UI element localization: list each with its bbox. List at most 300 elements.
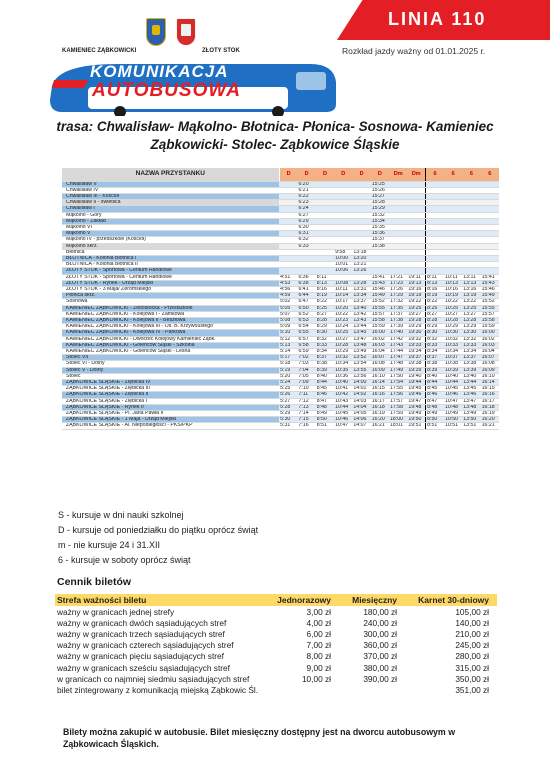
departure-time: 13:34	[462, 348, 480, 354]
departure-time: 8:28	[316, 317, 334, 323]
departure-time: 16:03	[481, 342, 499, 348]
price-value: 300,00 zł	[363, 628, 397, 639]
timetable-row	[62, 398, 499, 404]
logo-area	[40, 14, 340, 118]
departure-time: 10:49	[444, 411, 462, 417]
departure-time: 8:13	[426, 280, 444, 286]
departure-time: 13:52	[352, 355, 370, 361]
stop-name: ZĄBKOWICE ŚLĄSKIE - Pl. Jana Pawła II	[62, 411, 279, 417]
departure-time: 6:29	[297, 218, 315, 224]
departure-time: 8:40	[426, 373, 444, 379]
price-value	[333, 684, 399, 695]
price-value: 380,00 zł	[363, 662, 397, 673]
course-column-header: D	[316, 168, 334, 181]
departure-time: 13:47	[462, 398, 480, 404]
departure-time: 19:19	[407, 293, 425, 299]
departure-time: 18:01	[389, 423, 407, 429]
timetable-row	[62, 336, 499, 342]
departure-time: 6:36	[297, 274, 315, 280]
departure-time: 16:20	[481, 417, 499, 423]
departure-time: 13:20	[352, 255, 370, 261]
departure-time: 15:35	[371, 224, 389, 230]
departure-time: 8:19	[426, 293, 444, 299]
departure-time: 9:58	[334, 249, 352, 255]
stop-name: ZŁOTY STOK - 3 Maja/ Żeromskiego	[62, 286, 279, 292]
departure-time: 10:29	[444, 324, 462, 330]
departure-time: 6:47	[297, 299, 315, 305]
departure-time: 13:45	[352, 330, 370, 336]
stop-name: Mąkolno IV - przedszkole (Kościół)	[62, 237, 279, 243]
stop-name: ZĄBKOWICE ŚLĄSKIE - 1 Maja - Urząd Miejski	[62, 417, 279, 423]
departure-time: 10:35	[334, 367, 352, 373]
price-value: 10,00 zł	[301, 673, 331, 684]
departure-time: 10:48	[444, 404, 462, 410]
departure-time: 8:40	[316, 373, 334, 379]
price-value: 210,00 zł	[455, 628, 489, 639]
departure-time: 6:57	[297, 336, 315, 342]
price-zone: ważny w granicach trzech sąsiadujących stref	[57, 628, 225, 639]
departure-time: 17:57	[389, 398, 407, 404]
departure-time: 8:49	[316, 411, 334, 417]
stop-name: KAMIENIEC ZĄBKOWICKI - Kolejowa I - Zamkowa	[62, 311, 279, 317]
departure-time: 13:43	[352, 317, 370, 323]
departure-time: 19:27	[407, 311, 425, 317]
timetable-row	[62, 386, 499, 392]
municipality-right: ZŁOTY STOK	[202, 48, 240, 54]
price-zone: bilet zintegrowany z komunikacją miejską Ząbkowic Śl.	[57, 684, 259, 695]
departure-time: 13:46	[462, 392, 480, 398]
departure-time: 8:29	[426, 324, 444, 330]
stop-name: KAMIENIEC ZĄBKOWICKI - Dworzec Kolejowy Kamieniec Ząbk.	[62, 336, 279, 342]
departure-time: 10:11	[444, 274, 462, 280]
kamieniec-crest-icon	[146, 18, 166, 46]
departure-time: 7:04	[297, 367, 315, 373]
stop-name: Chwalisław I	[62, 206, 279, 212]
departure-time: 17:50	[389, 373, 407, 379]
legend-item: 6 - kursuje w soboty oprócz świąt	[58, 555, 191, 565]
departure-time: 7:05	[297, 373, 315, 379]
departure-time: 15:36	[371, 231, 389, 237]
departure-time: 13:28	[352, 280, 370, 286]
departure-time: 16:21	[481, 423, 499, 429]
stop-name: ZŁOTY STOK - Rynek - Urząd Miejski	[62, 280, 279, 286]
departure-time: 17:58	[389, 404, 407, 410]
departure-time: 10:01	[334, 262, 352, 268]
departure-time: 4:59	[279, 293, 297, 299]
departure-time: 8:49	[426, 411, 444, 417]
departure-time: 8:47	[316, 398, 334, 404]
stop-name: ZĄBKOWICE ŚLĄSKIE - Ziębicka III	[62, 386, 279, 392]
departure-time: 10:40	[334, 380, 352, 386]
departure-time: 16:08	[371, 361, 389, 367]
departure-time: 10:23	[334, 317, 352, 323]
departure-time: 10:06	[334, 268, 352, 274]
departure-time: 8:19	[316, 293, 334, 299]
departure-time: 8:22	[426, 299, 444, 305]
price-value: 6,00 zł	[306, 628, 331, 639]
route-line-2: Ząbkowicki- Stolec- Ząbkowice Śląskie	[150, 137, 400, 152]
course-column-header: 6	[462, 168, 480, 181]
departure-time: 13:27	[462, 311, 480, 317]
stop-name: BŁOTNICA - Kolonia Błotnica II	[62, 262, 279, 268]
departure-time: 13:16	[462, 286, 480, 292]
stop-name: ZĄBKOWICE ŚLĄSKIE - Rynek II	[62, 404, 279, 410]
departure-time: 19:29	[407, 324, 425, 330]
timetable-row	[62, 348, 499, 354]
departure-time: 16:14	[371, 380, 389, 386]
timetable-row	[62, 342, 499, 348]
departure-time: 16:04	[481, 348, 499, 354]
price-zone: ważny w granicach czterech sąsiadujących stref	[57, 640, 234, 651]
departure-time: 17:59	[389, 411, 407, 417]
price-zone: ważny w granicach jednej strefy	[57, 606, 175, 617]
legend-item: S - kursuje w dni nauki szkolnej	[58, 510, 184, 520]
departure-time: 5:09	[279, 324, 297, 330]
departure-time: 5:20	[279, 373, 297, 379]
price-column-header: Strefa ważności biletu	[55, 594, 261, 606]
departure-time: 8:34	[316, 348, 334, 354]
departure-time: 10:30	[444, 330, 462, 336]
departure-time: 19:45	[407, 386, 425, 392]
departure-time: 8:28	[426, 317, 444, 323]
price-value	[261, 684, 333, 695]
price-row	[55, 606, 497, 617]
departure-time: 13:28	[462, 317, 480, 323]
departure-time: 13:49	[462, 411, 480, 417]
departure-time: 6:38	[297, 280, 315, 286]
departure-time: 19:11	[407, 274, 425, 280]
departure-time: 6:23	[297, 200, 315, 206]
departure-time: 16:15	[481, 386, 499, 392]
price-value: 280,00 zł	[455, 651, 489, 662]
price-row	[55, 673, 497, 684]
departure-time: 16:18	[481, 404, 499, 410]
departure-time: 17:47	[389, 355, 407, 361]
price-value: 9,00 zł	[306, 662, 331, 673]
timetable-header-row	[62, 168, 499, 181]
departure-time: 8:51	[426, 423, 444, 429]
departure-time: 14:00	[352, 380, 370, 386]
departure-time: 14:01	[352, 386, 370, 392]
departure-time: 6:59	[297, 348, 315, 354]
course-column-header: 6	[426, 168, 444, 181]
departure-time: 6:32	[297, 237, 315, 243]
stop-name: Płonica skrz.	[62, 293, 279, 299]
departure-time: 13:44	[462, 380, 480, 386]
departure-time: 16:19	[481, 411, 499, 417]
departure-time: 18:00	[389, 417, 407, 423]
departure-time: 10:08	[334, 280, 352, 286]
departure-time: 7:02	[297, 355, 315, 361]
departure-time: 6:44	[297, 293, 315, 299]
course-column-header: D	[371, 168, 389, 181]
departure-time: 7:11	[297, 392, 315, 398]
departure-time: 8:46	[426, 392, 444, 398]
departure-time: 13:18	[352, 249, 370, 255]
departure-time: 16:07	[481, 355, 499, 361]
departure-time: 13:40	[462, 373, 480, 379]
price-column-header: Miesięczny	[333, 594, 399, 606]
departure-time: 8:32	[316, 336, 334, 342]
departure-time: 15:41	[371, 274, 389, 280]
departure-time: 16:02	[371, 336, 389, 342]
departure-time: 8:47	[426, 398, 444, 404]
departure-time: 8:33	[426, 342, 444, 348]
departure-time: 19:48	[407, 404, 425, 410]
departure-time: 5:14	[279, 348, 297, 354]
departure-time: 6:22	[297, 193, 315, 199]
course-column-header: 6	[481, 168, 499, 181]
stop-name: Stolec VI - Dolny	[62, 361, 279, 367]
departure-time: 19:30	[407, 330, 425, 336]
departure-time: 5:27	[279, 398, 297, 404]
departure-time: 13:26	[352, 268, 370, 274]
stop-name: ZĄBKOWICE ŚLĄSKIE - Ziębicka I	[62, 398, 279, 404]
departure-time: 13:19	[462, 293, 480, 299]
departure-time: 19:38	[407, 361, 425, 367]
departure-time: 10:37	[444, 355, 462, 361]
timetable-row	[62, 330, 499, 336]
departure-time: 5:05	[279, 305, 297, 311]
price-row	[55, 640, 497, 651]
departure-time: 8:51	[316, 423, 334, 429]
route-line-1: trasa: Chwalisław- Mąkolno- Błotnica- Płonica- Sosnowa- Kamieniec	[56, 119, 494, 134]
departure-time: 7:14	[297, 411, 315, 417]
departure-time: 5:30	[279, 417, 297, 423]
departure-time: 6:27	[297, 212, 315, 218]
stop-name: Sosnowa	[62, 299, 279, 305]
departure-time: 17:55	[389, 386, 407, 392]
price-column-header: Jednorazowy	[261, 594, 333, 606]
departure-time: 10:25	[444, 305, 462, 311]
departure-time: 10:44	[444, 380, 462, 386]
stop-name: Chwalisław III - Kościół	[62, 193, 279, 199]
departure-time: 19:47	[407, 398, 425, 404]
departure-time: 19:49	[407, 411, 425, 417]
departure-time: 17:26	[389, 286, 407, 292]
departure-time: 8:48	[316, 404, 334, 410]
departure-time: 15:52	[371, 299, 389, 305]
departure-time: 6:31	[297, 231, 315, 237]
departure-time: 15:37	[371, 237, 389, 243]
departure-time: 16:10	[481, 373, 499, 379]
departure-time: 10:13	[444, 280, 462, 286]
departure-time: 13:42	[352, 311, 370, 317]
departure-time: 7:03	[297, 361, 315, 367]
departure-time: 5:19	[279, 367, 297, 373]
departure-time: 16:04	[371, 348, 389, 354]
departure-time: 19:46	[407, 392, 425, 398]
departure-time: 19:39	[407, 367, 425, 373]
departure-time: 19:40	[407, 373, 425, 379]
price-value: 180,00 zł	[363, 606, 397, 617]
departure-time: 10:29	[334, 348, 352, 354]
departure-time: 7:09	[297, 380, 315, 386]
price-zone: ważny w granicach sześciu sąsiadujących stref	[57, 662, 230, 673]
departure-time: 16:09	[371, 367, 389, 373]
departure-time: 7:12	[297, 398, 315, 404]
departure-time: 8:50	[426, 417, 444, 423]
departure-time: 16:00	[371, 330, 389, 336]
timetable-row	[62, 417, 499, 423]
price-zone: w granicach co najmniej siedmiu sąsiadujących stref	[57, 673, 250, 684]
departure-time: 8:25	[426, 305, 444, 311]
departure-time: 13:22	[462, 299, 480, 305]
price-row	[55, 662, 497, 673]
price-column-header: Karnet 30-dniowy	[399, 594, 497, 606]
departure-time: 6:41	[297, 286, 315, 292]
stop-name: Chwalisław IV	[62, 187, 279, 193]
departure-time: 13:56	[352, 373, 370, 379]
departure-time: 6:30	[297, 224, 315, 230]
price-row	[55, 628, 497, 639]
departure-time: 15:27	[371, 193, 389, 199]
departure-time: 16:19	[371, 411, 389, 417]
departure-time: 10:27	[334, 336, 352, 342]
stop-name: KAMIENIEC ZĄBKOWICKI - Golenców Śląski - Leśna	[62, 348, 279, 354]
departure-time: 13:38	[462, 361, 480, 367]
departure-time: 19:50	[407, 417, 425, 423]
stop-name: ZĄBKOWICE ŚLĄSKIE - Ziębicka II	[62, 392, 279, 398]
departure-time: 10:27	[444, 311, 462, 317]
departure-time: 13:44	[352, 324, 370, 330]
price-value: 3,00 zł	[306, 606, 331, 617]
departure-time: 10:45	[444, 386, 462, 392]
stop-name: BŁOTNICA - Kolonia Błotnica I	[62, 255, 279, 261]
departure-time: 16:02	[481, 336, 499, 342]
departure-time: 4:56	[279, 286, 297, 292]
valid-from-text: Rozkład jazdy ważny od 01.01.2025 r.	[342, 46, 486, 56]
price-value: 4,00 zł	[306, 617, 331, 628]
departure-time: 17:32	[389, 299, 407, 305]
departure-time: 16:15	[371, 386, 389, 392]
departure-time: 16:21	[371, 423, 389, 429]
departure-time: 13:54	[352, 361, 370, 367]
departure-time: 10:47	[334, 423, 352, 429]
departure-time: 19:22	[407, 299, 425, 305]
departure-time: 7:16	[297, 423, 315, 429]
stop-name: Mąkolno - Góry	[62, 212, 279, 218]
departure-time: 8:46	[316, 392, 334, 398]
departure-time: 17:44	[389, 348, 407, 354]
departure-time: 19:16	[407, 286, 425, 292]
departure-time: 8:38	[316, 361, 334, 367]
departure-time: 13:32	[462, 336, 480, 342]
stop-name: KAMIENIEC ZĄBKOWICKI - Kolejowa II - Beszłowa	[62, 317, 279, 323]
municipality-left: KAMIENIEC ZĄBKOWICKI	[62, 48, 137, 54]
departure-time: 8:39	[426, 367, 444, 373]
departure-time: 15:58	[371, 317, 389, 323]
departure-time: 10:39	[444, 367, 462, 373]
departure-time: 15:59	[481, 324, 499, 330]
footer-note: Bilety można zakupić w autobusie. Bilet miesięczny dostępny jest na dworcu autobusowym w Ząbkowicach Śląskich.	[63, 727, 456, 749]
timetable-row	[62, 380, 499, 386]
departure-time: 10:17	[334, 299, 352, 305]
departure-time: 4:53	[279, 280, 297, 286]
stop-name: Mąkolno V	[62, 231, 279, 237]
departure-time: 17:23	[389, 280, 407, 286]
departure-time: 10:33	[444, 342, 462, 348]
departure-time: 10:11	[334, 286, 352, 292]
departure-time: 7:10	[297, 386, 315, 392]
departure-time: 10:34	[444, 348, 462, 354]
departure-time: 15:34	[371, 218, 389, 224]
departure-time: 5:12	[279, 336, 297, 342]
departure-time: 15:55	[371, 305, 389, 311]
departure-time: 15:38	[371, 243, 389, 249]
departure-time: 14:04	[352, 404, 370, 410]
departure-time: 10:24	[334, 324, 352, 330]
price-value: 7,00 zł	[306, 640, 331, 651]
departure-time: 5:07	[279, 311, 297, 317]
departure-time: 10:25	[334, 330, 352, 336]
departure-time: 17:37	[389, 311, 407, 317]
departure-time: 13:37	[462, 355, 480, 361]
departure-time: 13:45	[462, 386, 480, 392]
departure-time: 16:17	[371, 398, 389, 404]
departure-time: 10:22	[334, 311, 352, 317]
departure-time: 10:38	[444, 361, 462, 367]
departure-time: 5:08	[279, 317, 297, 323]
price-value: 315,00 zł	[455, 662, 489, 673]
departure-time: 8:27	[316, 311, 334, 317]
price-value: 360,00 zł	[363, 640, 397, 651]
timetable	[62, 168, 499, 430]
stop-name: Mąkolno VI	[62, 224, 279, 230]
departure-time: 5:31	[279, 423, 297, 429]
departure-time: 14:02	[352, 392, 370, 398]
departure-time: 10:00	[334, 255, 352, 261]
departure-time: 8:38	[426, 361, 444, 367]
departure-time: 8:37	[316, 355, 334, 361]
departure-time: 10:46	[444, 392, 462, 398]
price-row	[55, 684, 497, 695]
legend-item: D - kursuje od poniedziałku do piątku oprócz świąt	[58, 525, 259, 535]
departure-time: 13:34	[352, 293, 370, 299]
price-title: Cennik biletów	[57, 576, 132, 588]
departure-time: 6:53	[297, 317, 315, 323]
departure-time: 8:33	[316, 342, 334, 348]
departure-time: 19:32	[407, 336, 425, 342]
departure-time: 6:54	[297, 324, 315, 330]
departure-time: 13:51	[462, 423, 480, 429]
departure-time: 5:17	[279, 355, 297, 361]
departure-time: 16:18	[371, 404, 389, 410]
departure-time: 10:44	[334, 404, 352, 410]
departure-time: 16:14	[481, 380, 499, 386]
departure-time: 13:29	[462, 324, 480, 330]
departure-time: 5:26	[279, 392, 297, 398]
departure-time: 16:10	[371, 373, 389, 379]
stop-column-header: NAZWA PRZYSTANKU	[62, 168, 279, 181]
departure-time: 10:34	[334, 361, 352, 367]
departure-time: 13:39	[462, 367, 480, 373]
timetable-row	[62, 411, 499, 417]
departure-time: 19:37	[407, 355, 425, 361]
timetable-row	[62, 280, 499, 286]
departure-time: 10:40	[444, 373, 462, 379]
departure-time: 17:38	[389, 317, 407, 323]
price-value: 8,00 zł	[306, 651, 331, 662]
departure-time: 8:45	[316, 386, 334, 392]
departure-time: 16:07	[371, 355, 389, 361]
departure-time: 13:37	[352, 299, 370, 305]
brand-line-1: KOMUNIKACJA	[90, 62, 229, 81]
departure-time: 16:20	[371, 417, 389, 423]
departure-time: 17:29	[389, 293, 407, 299]
departure-time: 19:51	[407, 423, 425, 429]
departure-time: 19:44	[407, 380, 425, 386]
